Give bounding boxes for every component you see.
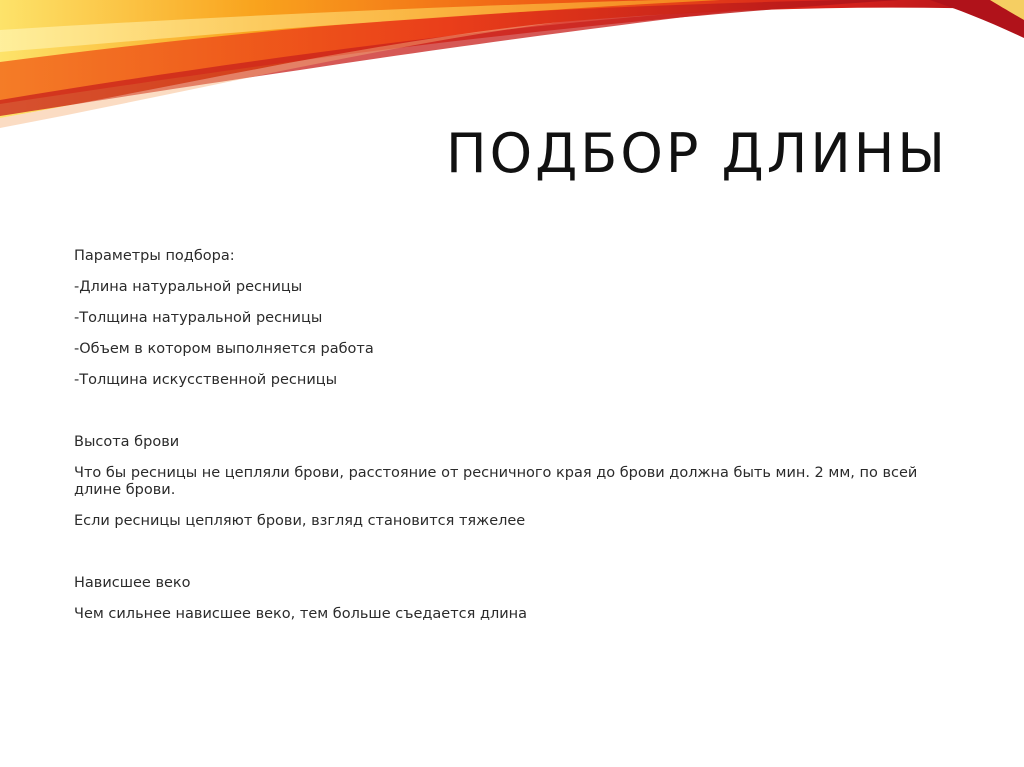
param-artificial-thickness: -Толщина искусственной ресницы — [74, 372, 338, 388]
param-natural-length: -Длина натуральной ресницы — [74, 279, 303, 295]
params-heading: Параметры подбора: — [74, 248, 235, 264]
brow-height-heading: Высота брови — [74, 434, 180, 450]
spacer — [74, 403, 954, 434]
decorative-swoosh — [0, 0, 1024, 130]
slide-title: ПОДБОР ДЛИНЫ — [445, 122, 948, 185]
brow-height-note: Если ресницы цепляют брови, взгляд становится тяжелее — [74, 513, 526, 529]
slide-body — [74, 248, 954, 637]
spacer — [74, 544, 954, 575]
hooded-lid-text: Чем сильнее нависшее веко, тем больше съедается длина — [74, 606, 528, 622]
brow-height-text: Что бы ресницы не цепляли брови, расстояние от ресничного края до брови должна быть мин. 2 мм, по всей длине брови. — [74, 465, 918, 498]
param-volume: -Объем в котором выполняется работа — [74, 341, 374, 357]
param-natural-thickness: -Толщина натуральной ресницы — [74, 310, 323, 326]
hooded-lid-heading: Нависшее веко — [74, 575, 191, 591]
